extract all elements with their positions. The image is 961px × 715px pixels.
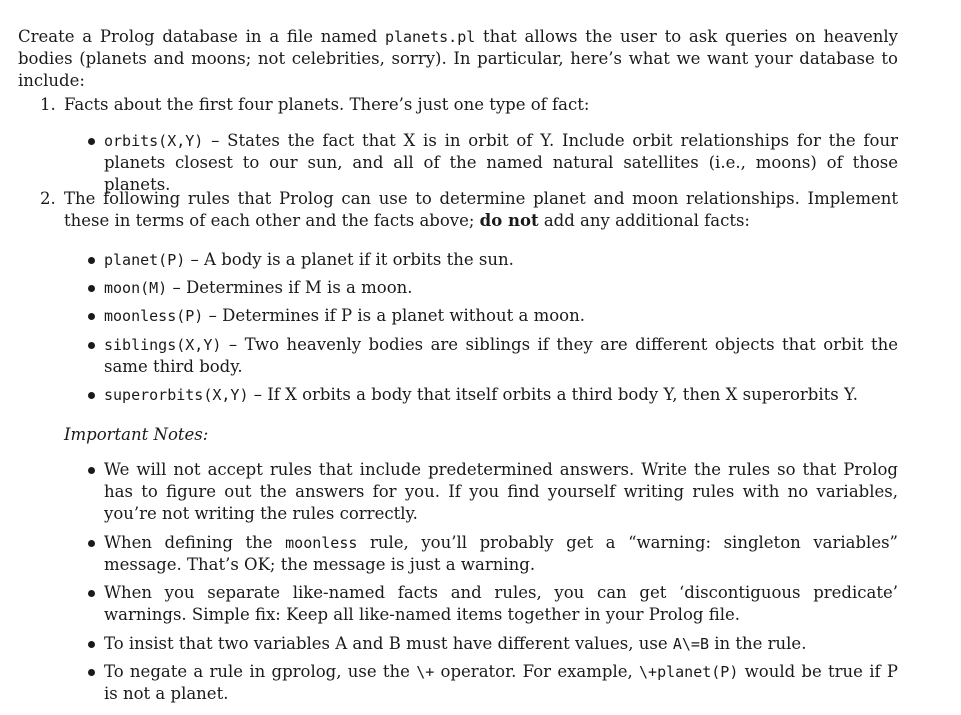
note-text-mid: operator. For example, — [434, 662, 640, 681]
rule-description: Determines if P is a planet without a moon. — [222, 306, 585, 325]
code-superorbits: superorbits(X,Y) — [104, 386, 249, 404]
code-moonless: moonless(P) — [104, 307, 204, 325]
item-2-text: The following rules that Prolog can use to determine planet and moon relationships. Implement these in terms of each other and the facts above; — [64, 189, 898, 230]
item-1-text: Facts about the first four planets. There’s just one type of fact: — [64, 95, 590, 114]
note-text-cont: in the rule. — [708, 634, 807, 653]
bullet-icon — [88, 257, 95, 264]
code-moon: moon(M) — [104, 279, 168, 297]
list-item-2 — [40, 188, 898, 232]
list-item-1 — [40, 94, 898, 116]
bullet-icon — [88, 669, 95, 676]
fact-orbits — [88, 130, 898, 196]
bullet-icon — [88, 285, 95, 292]
bold-do-not: do not — [479, 211, 539, 230]
dash: – — [167, 278, 186, 297]
rule-siblings — [88, 334, 898, 378]
code-orbits: orbits(X,Y) — [104, 132, 204, 150]
note-text: To insist that two variables A and B must have different values, use — [104, 634, 673, 653]
note-5 — [88, 661, 898, 705]
dash: – — [248, 385, 268, 404]
rule-description: A body is a planet if it orbits the sun. — [204, 250, 514, 269]
rule-superorbits — [88, 384, 898, 406]
note-text: We will not accept rules that include predetermined answers. Write the rules so that Prolog has to figure out the answers for you. If you find yourself writing rules with no variables, you’re not writing the rules correctly. — [104, 460, 898, 523]
code-planet: planet(P) — [104, 251, 186, 269]
fact-description: States the fact that X is in orbit of Y. Include orbit relationships for the four planets closest to our sun, and all of the named natural satellites (i.e., moons) of those planets. — [104, 131, 898, 194]
dash: – — [203, 306, 223, 325]
rule-description: Determines if M is a moon. — [185, 278, 413, 297]
code-not-equal: A\=B — [672, 635, 709, 653]
notes-heading: Important Notes: — [64, 425, 209, 444]
filename-code: planets.pl — [384, 28, 476, 46]
note-4 — [88, 633, 898, 655]
code-negation-example: \+planet(P) — [639, 663, 739, 681]
dash: – — [221, 335, 245, 354]
bullet-icon — [88, 313, 95, 320]
bullet-icon — [88, 540, 95, 547]
code-siblings: siblings(X,Y) — [104, 336, 222, 354]
note-text-cont: rule, you’ll probably get a “warning: singleton variables” message. That’s OK; the message is just a warning. — [104, 533, 898, 574]
dash: – — [203, 131, 228, 150]
bullet-icon — [88, 590, 95, 597]
rule-description: Two heavenly bodies are siblings if they are different objects that orbit the same third body. — [104, 335, 898, 376]
item-number: 2. — [40, 189, 56, 208]
rule-description: If X orbits a body that itself orbits a third body Y, then X superorbits Y. — [267, 385, 858, 404]
dash: – — [185, 250, 205, 269]
note-1 — [88, 459, 898, 525]
note-2 — [88, 532, 898, 576]
intro-text: Create a Prolog database in a file named — [18, 27, 385, 46]
note-text: To negate a rule in gprolog, use the — [104, 662, 417, 681]
rule-moon — [88, 277, 898, 299]
code-negation-op: \+ — [416, 663, 435, 681]
bullet-icon — [88, 641, 95, 648]
bullet-icon — [88, 392, 95, 399]
bullet-icon — [88, 342, 95, 349]
bullet-icon — [88, 138, 95, 145]
rule-planet — [88, 249, 898, 271]
code-moonless-inline: moonless — [285, 534, 358, 552]
item-number: 1. — [40, 95, 56, 114]
note-3 — [88, 582, 898, 626]
note-text: When defining the — [104, 533, 286, 552]
intro-paragraph — [18, 26, 898, 92]
rule-moonless — [88, 305, 898, 327]
note-text: When you separate like-named facts and rules, you can get ‘discontiguous predicate’ warnings. Simple fix: Keep all like-named items together in your Prolog file. — [104, 583, 898, 624]
item-2-text-cont: add any additional facts: — [538, 211, 750, 230]
note-text-cont: would be true if P is not a planet. — [104, 662, 898, 703]
bullet-icon — [88, 467, 95, 474]
intro-text-cont: that allows the user to ask queries on heavenly bodies (planets and moons; not celebrities, sorry). In particular, here’s what we want your database to include: — [18, 27, 898, 90]
